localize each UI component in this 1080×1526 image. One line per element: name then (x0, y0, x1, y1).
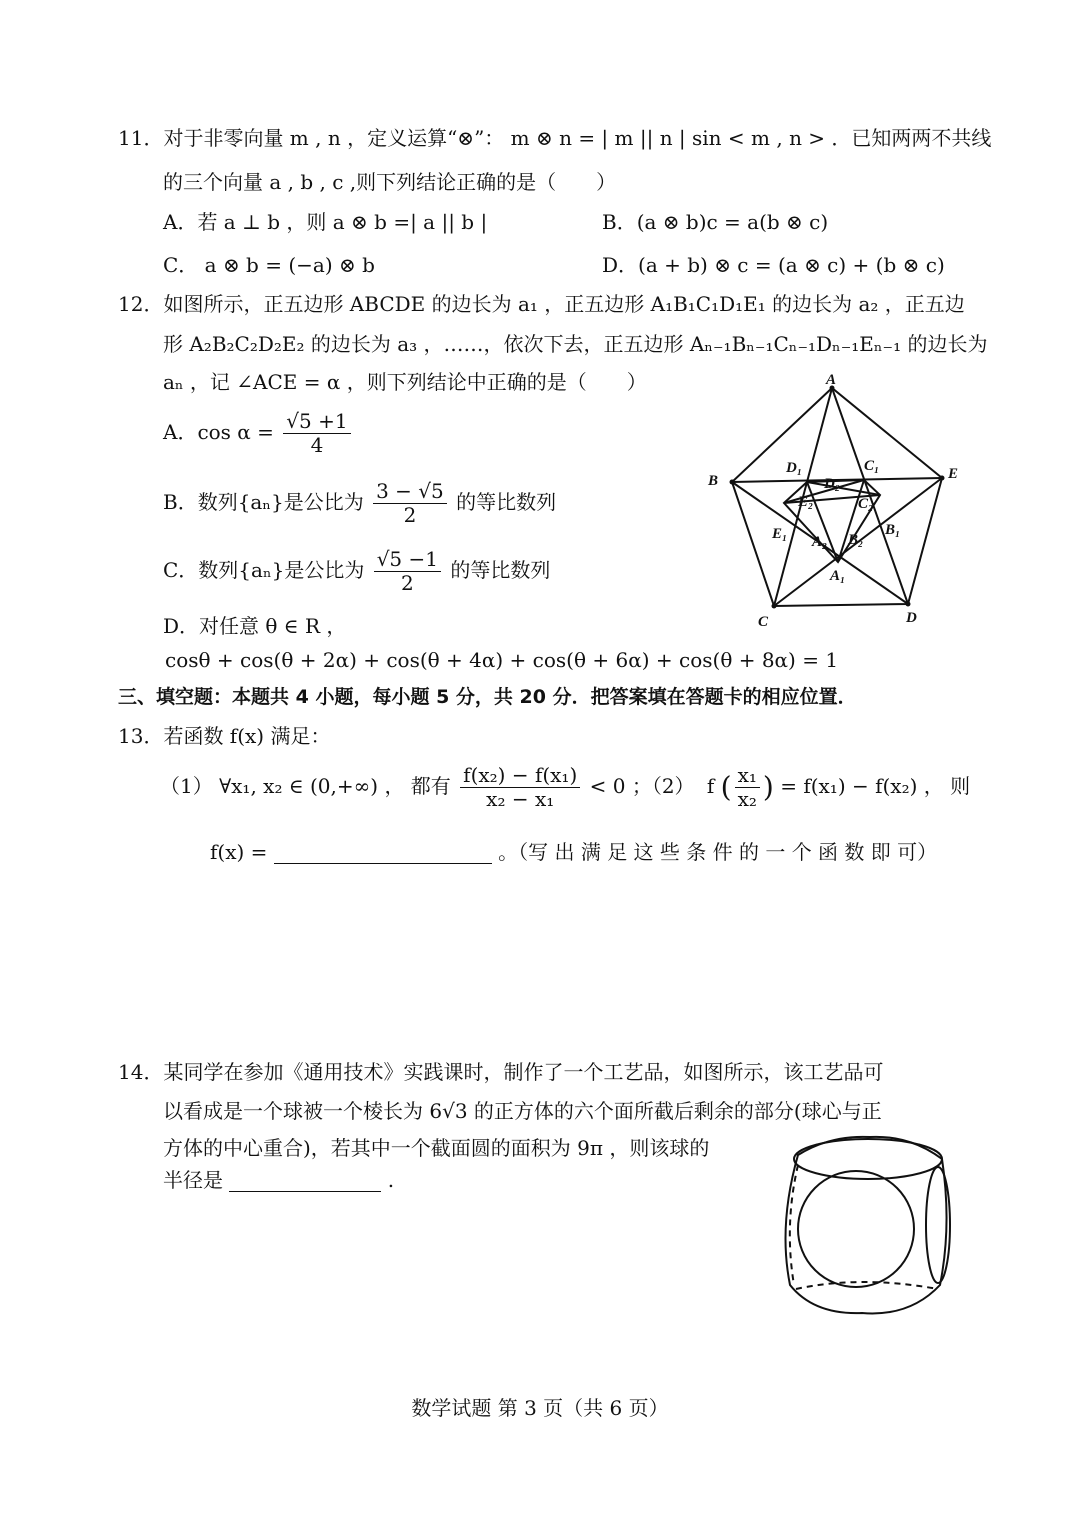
paren-open: ( (720, 770, 732, 804)
q13-cond1-label: （1） ∀x₁, x₂ ∈ (0,+∞) ， 都有 (160, 774, 451, 798)
fraction-numerator: √5 −1 (374, 548, 441, 572)
q14-answer-suffix: . (387, 1168, 395, 1192)
q11-line2: 的三个向量 a , b , c ,则下列结论正确的是（ ） (163, 170, 617, 194)
q13-line1: 13．若函数 f(x) 满足： (118, 724, 331, 748)
fraction-denominator: 2 (403, 503, 417, 527)
q13-cond2-suffix: = f(x₁) − f(x₂) ， 则 (780, 774, 971, 798)
fraction-numerator: f(x₂) − f(x₁) (460, 764, 580, 788)
label-c2: C₂ (858, 496, 874, 512)
paren-close: ) (762, 770, 774, 804)
fraction-numerator: x₁ (735, 764, 760, 788)
q11-option-b: B．(a ⊗ b)c = a(b ⊗ c) (602, 210, 829, 234)
label-a1: A₁ (830, 568, 846, 584)
vertex-point (906, 602, 911, 607)
q14-answer-blank[interactable] (229, 1171, 381, 1192)
q12-option-b (163, 480, 556, 527)
q11-option-c: C． a ⊗ b = (−a) ⊗ b (163, 253, 375, 277)
vertex-point (730, 480, 735, 485)
q11-option-d: D．(a + b) ⊗ c = (a ⊗ c) + (b ⊗ c) (602, 253, 945, 277)
fraction-denominator: x₂ − x₁ (486, 787, 555, 811)
label-c: C (758, 614, 769, 630)
q13-answer-line (210, 840, 937, 864)
q12-option-d-line2: cosθ + cos(θ + 2α) + cos(θ + 4α) + cos(θ + 6α) + cos(θ + 8α) = 1 (165, 648, 839, 672)
q12-option-c-fraction (374, 548, 441, 595)
fraction-numerator: 3 − √5 (373, 480, 447, 504)
label-e: E (948, 466, 959, 482)
label-a2: A₂ (812, 534, 828, 550)
fraction-denominator: 2 (400, 571, 414, 595)
label-c1: C₁ (864, 458, 880, 474)
label-b: B (708, 473, 719, 489)
q13-answer-suffix: 。（写 出 满 足 这 些 条 件 的 一 个 函 数 即 可） (498, 840, 938, 864)
q14-line4 (163, 1168, 394, 1192)
label-e2: E₂ (798, 494, 814, 510)
label-d2: D₂ (824, 476, 841, 492)
front-face-circle (798, 1171, 914, 1287)
q11-line1: 11．对于非零向量 m , n ，定义运算“⊗”： m ⊗ n = | m || n | sin < m , n > ．已知两两不共线 (118, 126, 992, 150)
q13-answer-blank[interactable] (274, 843, 492, 864)
q14-line2: 以看成是一个球被一个棱长为 6√3 的正方体的六个面所截后剩余的部分(球心与正 (163, 1099, 882, 1123)
q12-option-a (163, 410, 354, 457)
q12-option-b-label: B．数列{aₙ}是公比为 (163, 490, 364, 514)
q13-answer-prefix: f(x) = (210, 840, 268, 864)
q13-cond1-fraction (460, 764, 580, 811)
label-d1: D₁ (786, 460, 803, 476)
q12-option-c-suffix: 的等比数列 (450, 558, 551, 582)
q12-option-a-label: A．cos α = (163, 420, 274, 444)
page-footer: 数学试题 第 3 页（共 6 页） (411, 1396, 669, 1420)
q12-option-d-line1: D．对任意 θ ∈ R ， (163, 614, 347, 638)
section-heading-fill-in: 三、填空题：本题共 4 小题，每小题 5 分，共 20 分．把答案填在答题卡的相应位置． (118, 686, 857, 708)
label-e1: E₁ (772, 526, 788, 542)
label-d: D (906, 610, 917, 626)
craft-sphere-figure (770, 1125, 960, 1325)
fraction-numerator: √5 +1 (283, 410, 350, 434)
label-b2: B₂ (848, 532, 864, 548)
q12-line3: aₙ ，记 ∠ACE = α ，则下列结论中正确的是（ ） (163, 370, 647, 394)
fraction-denominator: x₂ (737, 787, 757, 811)
q12-option-c-label: C．数列{aₙ}是公比为 (163, 558, 365, 582)
q12-option-a-fraction (283, 410, 350, 457)
q11-option-a: A．若 a ⊥ b ，则 a ⊗ b =| a || b | (163, 210, 488, 234)
q12-line1: 12．如图所示，正五边形 ABCDE 的边长为 a₁ ，正五边形 A₁B₁C₁D₁E₁ 的边长为 a₂ ，正五边 (118, 292, 965, 316)
q12-line2: 形 A₂B₂C₂D₂E₂ 的边长为 a₃ ，……，依次下去，正五边形 Aₙ₋₁Bₙ₋₁Cₙ₋₁Dₙ₋₁Eₙ₋₁ 的边长为 (163, 332, 988, 356)
q14-line3: 方体的中心重合)，若其中一个截面圆的面积为 9π ，则该球的 (163, 1136, 710, 1160)
q14-answer-prefix: 半径是 (163, 1168, 223, 1192)
q13-cond2-f: f (706, 774, 715, 798)
q12-option-b-fraction (373, 480, 447, 527)
label-a: A (826, 372, 837, 388)
q13-cond2-fraction (735, 764, 760, 811)
q13-cond1-suffix: < 0 ；（2） (589, 774, 695, 798)
vertex-point (772, 604, 777, 609)
q14-line1: 14．某同学在参加《通用技术》实践课时，制作了一个工艺品，如图所示，该工艺品可 (118, 1060, 884, 1084)
label-b1: B₁ (885, 522, 901, 538)
q12-option-b-suffix: 的等比数列 (456, 490, 557, 514)
fraction-denominator: 4 (310, 433, 324, 457)
pentagon-figure (700, 372, 970, 634)
q13-conditions (160, 764, 970, 811)
q12-option-c (163, 548, 550, 595)
vertex-point (940, 476, 945, 481)
